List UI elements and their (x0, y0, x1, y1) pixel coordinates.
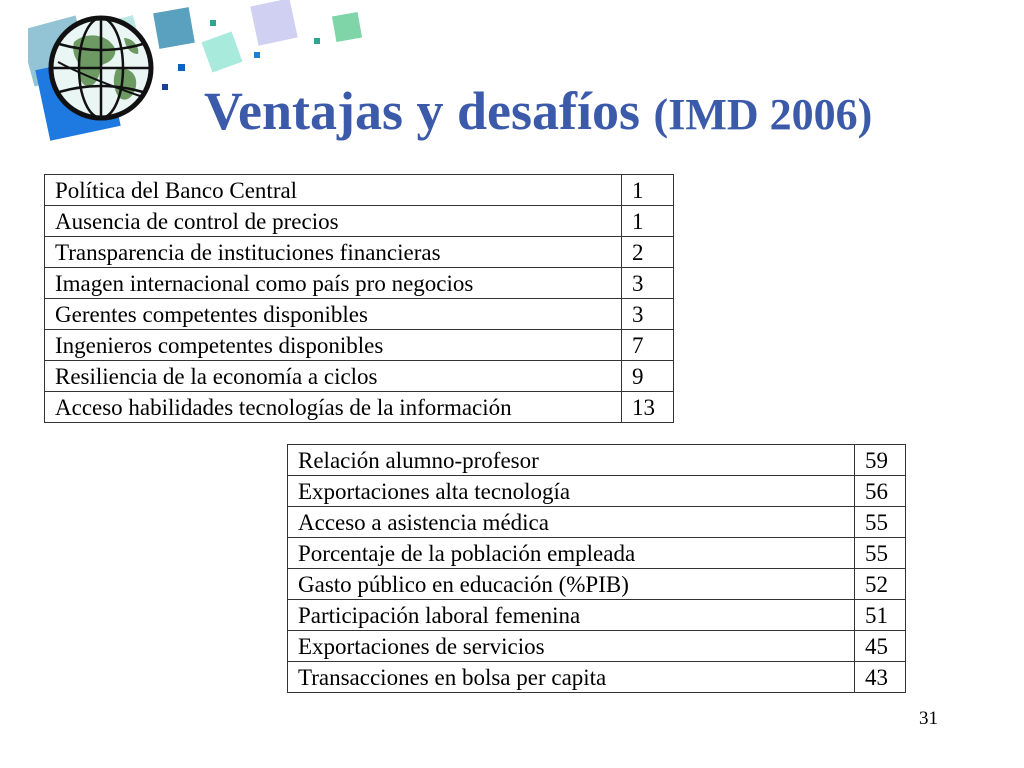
table-row (45, 330, 674, 361)
row-rank: 1 (622, 206, 674, 237)
row-label: Transparencia de instituciones financieras (45, 237, 622, 268)
row-rank: 1 (622, 175, 674, 206)
row-label: Gasto público en educación (%PIB) (288, 569, 855, 600)
row-label: Participación laboral femenina (288, 600, 855, 631)
row-label: Ingenieros competentes disponibles (45, 330, 622, 361)
row-label: Exportaciones alta tecnología (288, 476, 855, 507)
row-rank: 45 (855, 631, 906, 662)
row-rank: 51 (855, 600, 906, 631)
strengths-table (44, 174, 674, 423)
row-label: Ausencia de control de precios (45, 206, 622, 237)
table-row (288, 507, 906, 538)
row-label: Transacciones en bolsa per capita (288, 662, 855, 693)
table-row (45, 392, 674, 423)
row-label: Exportaciones de servicios (288, 631, 855, 662)
table-row (45, 268, 674, 299)
table-row (288, 631, 906, 662)
row-rank: 55 (855, 538, 906, 569)
table-row (288, 476, 906, 507)
row-rank: 43 (855, 662, 906, 693)
table-row (288, 600, 906, 631)
row-rank: 13 (622, 392, 674, 423)
weaknesses-table (287, 444, 906, 693)
row-label: Resiliencia de la economía a ciclos (45, 361, 622, 392)
row-rank: 55 (855, 507, 906, 538)
row-rank: 3 (622, 299, 674, 330)
table-row (45, 206, 674, 237)
table-row (288, 662, 906, 693)
globe-icon (51, 18, 151, 118)
table-row (45, 175, 674, 206)
row-label: Política del Banco Central (45, 175, 622, 206)
row-label: Gerentes competentes disponibles (45, 299, 622, 330)
row-rank: 56 (855, 476, 906, 507)
table-row (288, 569, 906, 600)
row-rank: 59 (855, 445, 906, 476)
row-label: Porcentaje de la población empleada (288, 538, 855, 569)
row-rank: 9 (622, 361, 674, 392)
row-rank: 3 (622, 268, 674, 299)
row-rank: 52 (855, 569, 906, 600)
table-row (45, 299, 674, 330)
table-row (45, 237, 674, 268)
table-row (288, 445, 906, 476)
row-label: Acceso habilidades tecnologías de la información (45, 392, 622, 423)
title-subtitle: (IMD 2006) (653, 90, 873, 139)
row-label: Relación alumno-profesor (288, 445, 855, 476)
table-row (288, 538, 906, 569)
title-main: Ventajas y desafíos (204, 81, 641, 141)
slide-title (204, 81, 873, 141)
page-number: 31 (919, 708, 938, 729)
row-label: Imagen internacional como país pro negocios (45, 268, 622, 299)
row-rank: 7 (622, 330, 674, 361)
table-row (45, 361, 674, 392)
row-label: Acceso a asistencia médica (288, 507, 855, 538)
row-rank: 2 (622, 237, 674, 268)
